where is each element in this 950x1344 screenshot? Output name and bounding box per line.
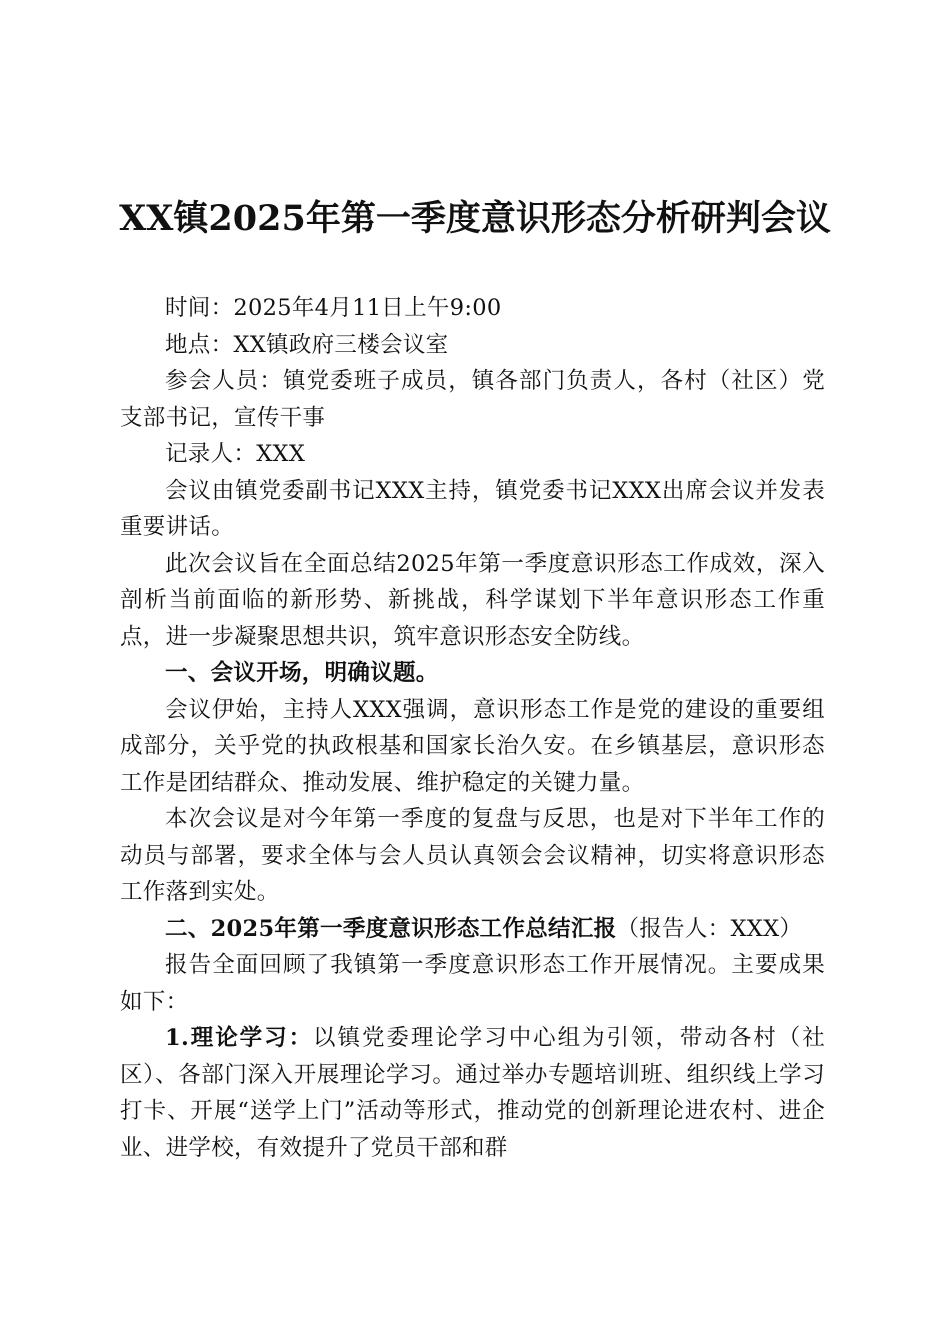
meeting-recorder: 记录人：XXX: [165, 441, 306, 467]
section-2-intro: 报告全面回顾了我镇第一季度意识形态工作开展情况。主要成果如下：: [120, 952, 825, 1015]
section-2-item-1-text: 以镇党委理论学习中心组为引领，带动各村（社区）、各部门深入开展理论学习。通过举办专题培训班、组织线上学习打卡、开展“送学上门”活动等形式，推动党的创新理论进农村、进企业、进学校，有效提升了党员干部和群: [120, 1025, 825, 1161]
meeting-time: 时间：2025年4月11日上午9:00: [165, 295, 502, 321]
document-body: [120, 290, 825, 1166]
intro-paragraph-1: 会议由镇党委副书记XXX主持，镇党委书记XXX出席会议并发表重要讲话。: [120, 477, 825, 540]
section-2-heading-title: 二、2025年第一季度意识形态工作总结汇报: [165, 915, 617, 942]
section-1-paragraph-1: 会议伊始，主持人XXX强调，意识形态工作是党的建设的重要组成部分，关乎党的执政根基和国家长治久安。在乡镇基层，意识形态工作是团结群众、推动发展、维护稳定的关键力量。: [120, 696, 825, 796]
intro-paragraph-2: 此次会议旨在全面总结2025年第一季度意识形态工作成效，深入剖析当前面临的新形势、新挑战，科学谋划下半年意识形态工作重点，进一步凝聚思想共识，筑牢意识形态安全防线。: [120, 550, 825, 650]
section-1-heading: 一、会议开场，明确议题。: [165, 660, 439, 686]
section-2-item-1-label: 1.理论学习：: [165, 1025, 314, 1051]
section-2-heading-reporter: （报告人：XXX）: [616, 915, 803, 942]
section-2-heading: [120, 911, 825, 948]
document-title: XX镇2025年第一季度意识形态分析研判会议: [119, 198, 831, 239]
section-1-paragraph-2: 本次会议是对今年第一季度的复盘与反思，也是对下半年工作的动员与部署，要求全体与会人员认真领会会议精神，切实将意识形态工作落到实处。: [120, 806, 825, 905]
section-2-item-1: [120, 1020, 825, 1166]
meeting-place: 地点：XX镇政府三楼会议室: [165, 331, 449, 358]
meeting-attendees: 参会人员：镇党委班子成员，镇各部门负责人，各村（社区）党支部书记，宣传干事: [120, 368, 825, 431]
